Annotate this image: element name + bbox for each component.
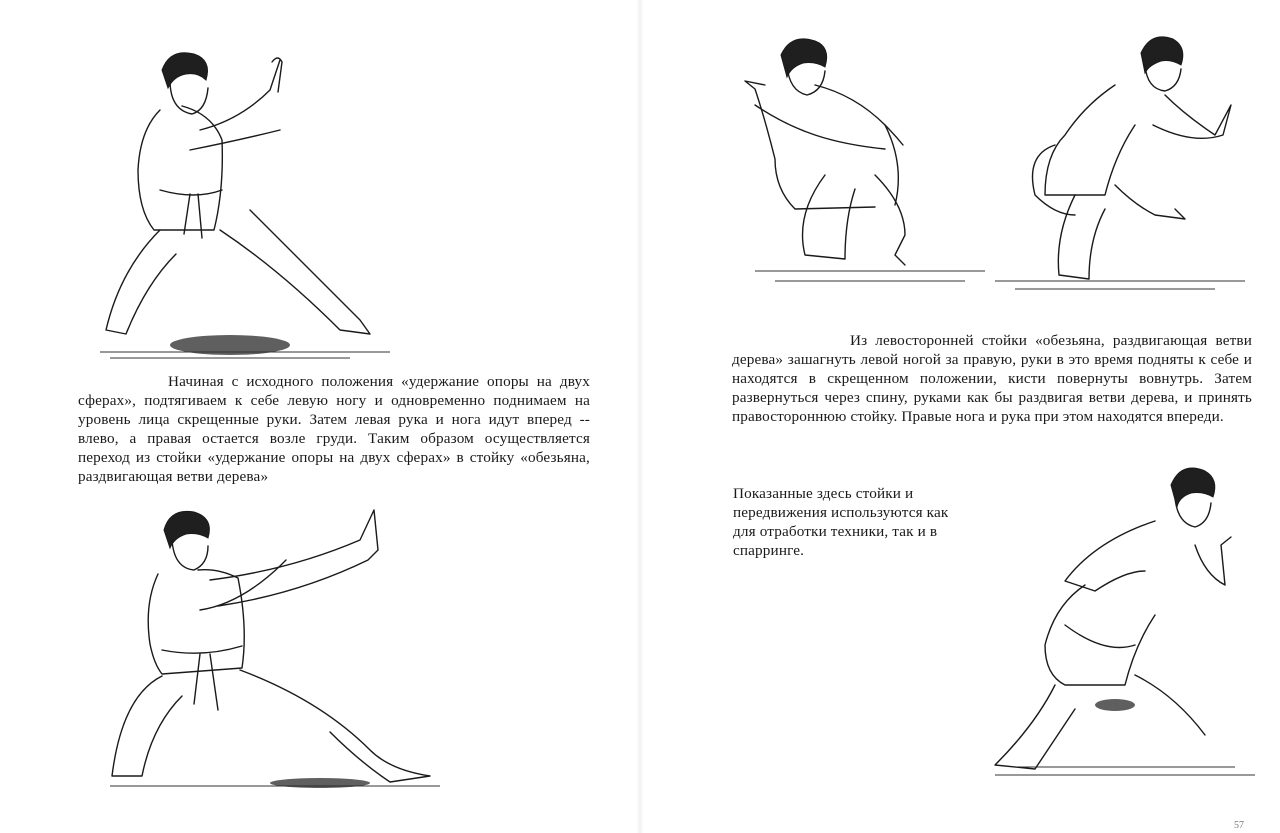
paragraph-usage-note [733, 484, 963, 560]
paragraph-cross-step-description [732, 331, 1252, 426]
paragraph-transition-description [78, 372, 590, 486]
fighter-illustration-2 [100, 500, 450, 800]
fighter-illustration-1 [90, 40, 410, 365]
figure-turning-through-back [995, 25, 1255, 295]
paragraph-2-text: Из левосторонней стойки «обезьяна, раздвигающая ветви дерева» зашагнуть левой ногой за правую, руки в это время подняты к себе и находятся в скрещенном положении, кисти повернуты вовнутрь. Затем развернуться через спину, руками как бы раздвигая ветви дерева, и принять правостороннюю стойку. Правые нога и рука при этом находятся впереди. [732, 332, 1252, 425]
paragraph-3-text: Показанные здесь стойки и передвижения используются как для отработки техники, так и в спарринге. [733, 485, 949, 559]
figure-cross-step-crouch [735, 25, 1005, 295]
figure-monkey-parting-branches-stance [100, 500, 450, 800]
right-page [640, 0, 1280, 833]
page-number: 57 [1234, 820, 1244, 831]
figure-two-spheres-stance [90, 40, 410, 365]
fighter-illustration-3 [735, 25, 1005, 295]
figure-right-side-stance [985, 455, 1265, 785]
fighter-illustration-4 [995, 25, 1255, 295]
paragraph-1-text: Начиная с исходного положения «удержание опоры на двух сферах», подтягиваем к себе левую ногу и одновременно поднимаем на уровень лица скрещенные руки. Затем левая рука и нога идут вперед -- влево, а правая остается возле груди. Таким образом осуществляется переход из стойки «удержание опоры на двух сферах» в стойку «обезьяна, раздвигающая ветви дерева» [78, 373, 590, 485]
fighter-illustration-5 [985, 455, 1265, 785]
